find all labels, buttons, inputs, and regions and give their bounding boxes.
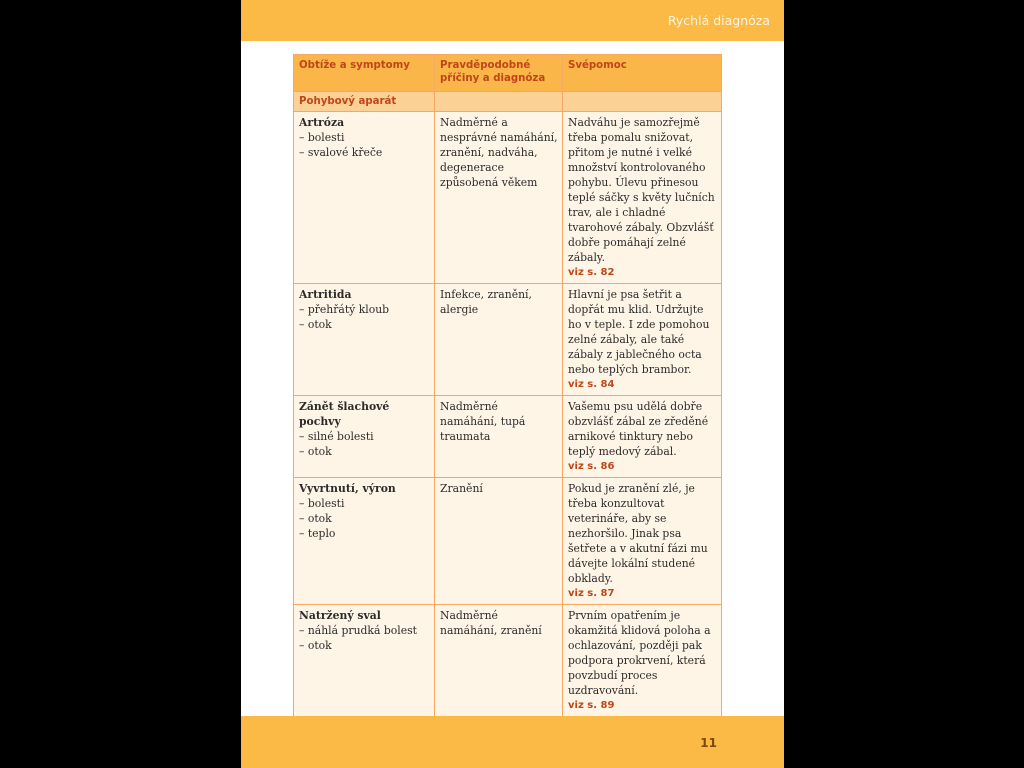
self-help-cell [563, 396, 722, 478]
symptoms-cell [294, 284, 435, 396]
symptom: – svalové křeče [299, 146, 383, 159]
running-title: Rychlá diagnóza [667, 13, 770, 28]
self-help-text: Nadváhu je samozřejmě třeba pomalu snižovat, přitom je nutné i velké množství kontrolovaného pohybu. Úlevu přinesou teplé sáčky s květy lučních trav, ale i chladné tvarohové zábaly. Obzvlášť dobře pomáhají zelné zábaly. [568, 116, 715, 264]
header-band [241, 0, 784, 41]
page-reference: viz s. 82 [568, 267, 615, 278]
self-help-text: Vašemu psu udělá dobře obzvlášť zábal ze zředěné arnikové tinktury nebo teplý medový zábal. [568, 400, 709, 458]
condition-name: Vyvrtnutí, výron [299, 482, 396, 495]
section-row [294, 92, 722, 112]
symptom: – silné bolesti [299, 430, 374, 443]
table-row [294, 605, 722, 717]
symptom: – otok [299, 318, 332, 331]
page-reference: viz s. 87 [568, 588, 615, 599]
self-help-cell [563, 112, 722, 284]
causes-cell: Zranění [435, 478, 563, 605]
self-help-text: Hlavní je psa šetřit a dopřát mu klid. Udržujte ho v teple. I zde pomohou zelné zábaly, ale také zábaly z jablečného octa nebo teplých brambor. [568, 288, 710, 376]
footer-band [241, 716, 784, 768]
causes-cell: Nadměrné namáhání, tupá traumata [435, 396, 563, 478]
table-row [294, 112, 722, 284]
symptom: – otok [299, 639, 332, 652]
symptom: – teplo [299, 527, 336, 540]
symptom: – otok [299, 512, 332, 525]
column-header-causes: Pravděpodobné příčiny a diagnóza [435, 55, 563, 92]
diagnosis-table [293, 54, 722, 717]
book-page [241, 0, 784, 768]
condition-name: Artróza [299, 116, 345, 129]
condition-name: Natržený sval [299, 609, 381, 622]
page-reference: viz s. 89 [568, 700, 615, 711]
section-label: Pohybový aparát [294, 92, 435, 112]
symptoms-cell [294, 605, 435, 717]
causes-cell: Infekce, zranění, alergie [435, 284, 563, 396]
symptoms-cell [294, 112, 435, 284]
column-header-self-help: Svépomoc [563, 55, 722, 92]
page-reference: viz s. 84 [568, 379, 615, 390]
table-header-row [294, 55, 722, 92]
symptom: – otok [299, 445, 332, 458]
condition-name: Zánět šlachové pochvy [299, 400, 390, 428]
table-row [294, 396, 722, 478]
self-help-cell [563, 284, 722, 396]
symptom: – bolesti [299, 131, 345, 144]
self-help-cell [563, 605, 722, 717]
self-help-cell [563, 478, 722, 605]
page-reference: viz s. 86 [568, 461, 615, 472]
causes-cell: Nadměrné namáhání, zranění [435, 605, 563, 717]
symptom: – náhlá prudká bolest [299, 624, 417, 637]
symptoms-cell [294, 396, 435, 478]
page-number: 11 [700, 736, 717, 750]
causes-cell: Nadměrné a nesprávné namáhání, zranění, nadváha, degenerace způsobená věkem [435, 112, 563, 284]
condition-name: Artritida [299, 288, 352, 301]
table-row [294, 284, 722, 396]
self-help-text: Prvním opatřením je okamžitá klidová poloha a ochlazování, později pak podpora prokrvení, která povzbudí proces uzdravování. [568, 609, 711, 697]
self-help-text: Pokud je zranění zlé, je třeba konzultovat veterináře, aby se nezhoršilo. Jinak psa šetřete a v akutní fázi mu dávejte lokální studené obklady. [568, 482, 708, 585]
column-header-symptoms: Obtíže a symptomy [294, 55, 435, 92]
symptoms-cell [294, 478, 435, 605]
table-row [294, 478, 722, 605]
symptom: – přehřátý kloub [299, 303, 390, 316]
symptom: – bolesti [299, 497, 345, 510]
